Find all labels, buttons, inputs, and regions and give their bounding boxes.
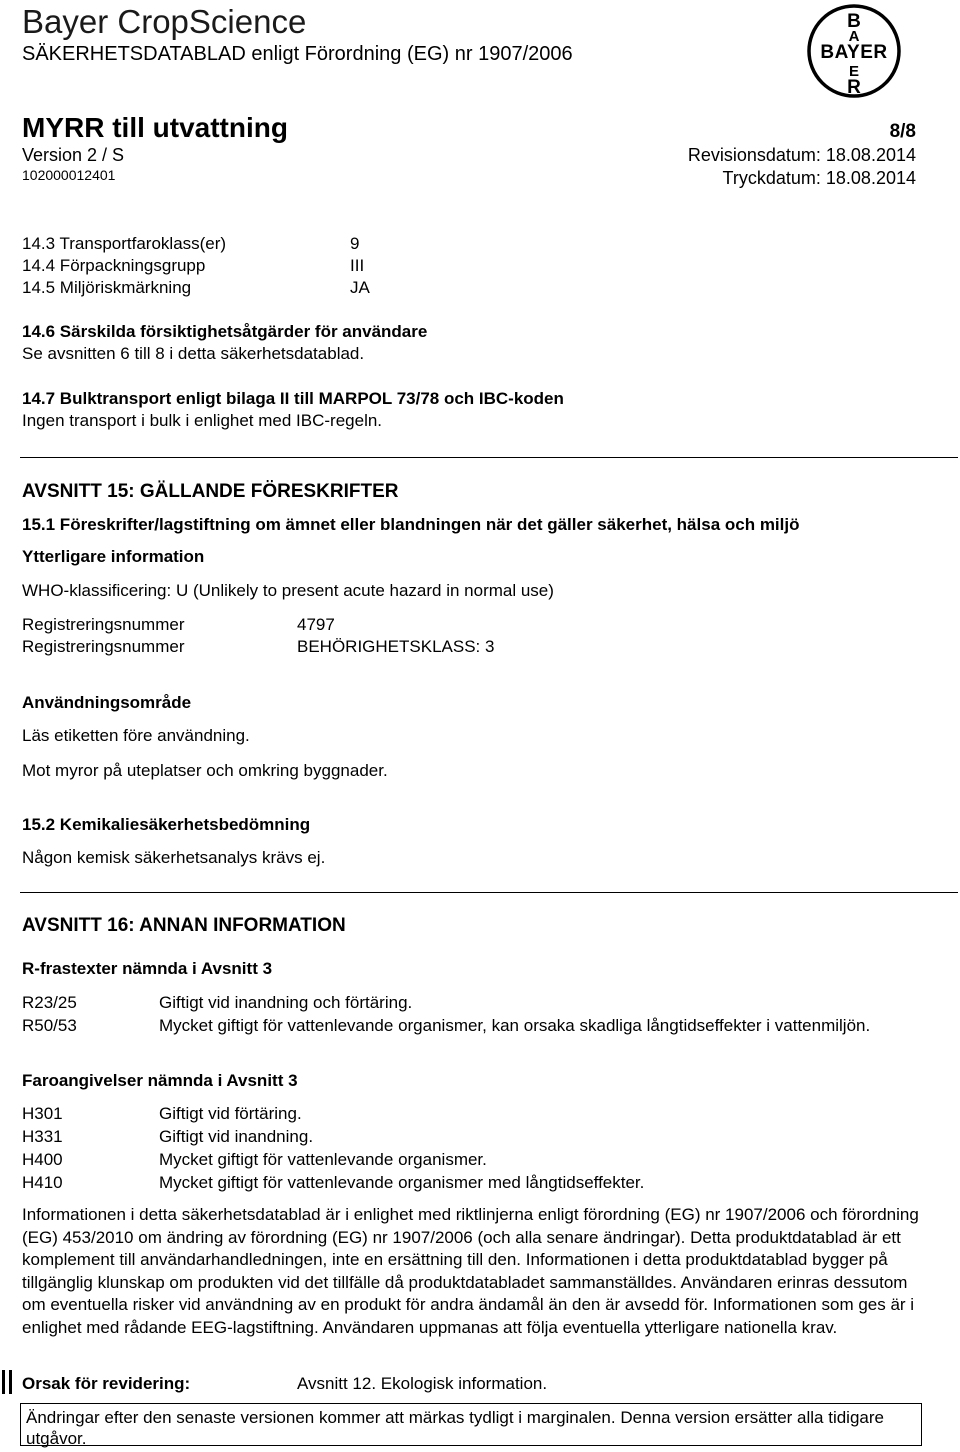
additional-info-heading: Ytterligare information: [22, 547, 205, 566]
registration-label: Registreringsnummer: [22, 615, 185, 634]
company-name: Bayer CropScience: [22, 3, 307, 40]
h-phrase-text: Mycket giftigt för vattenlevande organismer.: [159, 1150, 487, 1169]
registration-label: Registreringsnummer: [22, 637, 185, 656]
usage-line: Läs etiketten före användning.: [22, 726, 250, 745]
section-divider: [20, 892, 958, 893]
section-14-7-text: Ingen transport i bulk i enlighet med IBC-regeln.: [22, 411, 383, 430]
usage-line: Mot myror på uteplatser och omkring byggnader.: [22, 761, 388, 780]
packing-group-label: 14.4 Förpackningsgrupp: [22, 256, 206, 275]
section-14-6-text: Se avsnitten 6 till 8 i detta säkerhetsdatablad.: [22, 344, 365, 363]
registration-value: BEHÖRIGHETSKLASS: 3: [297, 637, 495, 656]
usage-heading: Användningsområde: [22, 693, 192, 712]
bayer-cross-logo: [806, 2, 902, 100]
h-phrase-code: H331: [22, 1127, 63, 1146]
r-phrase-text: Giftigt vid inandning och förtäring.: [159, 993, 413, 1012]
version-label: Version 2 / S: [22, 145, 125, 165]
r-phrase-code: R23/25: [22, 993, 77, 1012]
document-number: 102000012401: [22, 167, 116, 183]
revision-date: Revisionsdatum: 18.08.2014: [687, 145, 916, 165]
h-phrase-text: Giftigt vid inandning.: [159, 1127, 314, 1146]
logo-center-word: BAYER: [820, 42, 888, 63]
section-16-title: AVSNITT 16: ANNAN INFORMATION: [22, 915, 346, 936]
section-15-1-heading: 15.1 Föreskrifter/lagstiftning om ämnet eller blandningen när det gäller säkerhet, hälsa och miljö: [22, 515, 800, 534]
r-phrase-code: R50/53: [22, 1016, 77, 1035]
print-date: Tryckdatum: 18.08.2014: [722, 168, 916, 188]
section-14-6-heading: 14.6 Särskilda försiktighetsåtgärder för användare: [22, 322, 428, 341]
transport-class-label: 14.3 Transportfaroklass(er): [22, 234, 227, 253]
information-paragraph: Informationen i detta säkerhetsdatablad är i enlighet med riktlinjerna enligt förordning (EG) nr 1907/2006 och förordning (EG) 453/2010 om ändring av förordning (EG) nr 1907/2006 (och alla senare ändringar). Detta produktdatablad är ett komplement till användarhandledningen, inte en ersättning till den. Informationen i detta produktdatablad bygger på tillgänglig klunskap om produkten vid det tillfälle då produktdatabladet sammanställdes. Användaren erinras dessutom om eventuella risker vid användning av en produkt för andra ändamål än den är avsedd för. Informationen som ges är i enlighet med rådande EEG-lagstiftning. Användaren uppmanas att följa eventuella ytterligare nationella krav.: [22, 1205, 919, 1337]
logo-letter-a: A: [848, 28, 860, 45]
r-phrase-text: Mycket giftigt för vattenlevande organismer, kan orsaka skadliga långtidseffekter i vattenmiljön.: [159, 1016, 871, 1035]
section-14-7-heading: 14.7 Bulktransport enligt bilaga II till MARPOL 73/78 och IBC-koden: [22, 389, 564, 408]
revision-reason-label: Orsak för revidering:: [22, 1374, 191, 1393]
registration-value: 4797: [297, 615, 335, 634]
section-15-title: AVSNITT 15: GÄLLANDE FÖRESKRIFTER: [22, 481, 399, 502]
footer-note: Ändringar efter den senaste versionen kommer att märkas tydligt i marginalen. Denna version ersätter alla tidigare utgåvor.: [26, 1408, 884, 1448]
h-phrase-code: H301: [22, 1104, 63, 1123]
h-phrase-code: H400: [22, 1150, 63, 1169]
revision-marker: [9, 1370, 12, 1394]
section-15-2-heading: 15.2 Kemikaliesäkerhetsbedömning: [22, 815, 311, 834]
r-phrases-heading: R-frastexter nämnda i Avsnitt 3: [22, 959, 273, 978]
revision-marker: [2, 1370, 5, 1394]
section-divider: [20, 457, 958, 458]
h-phrase-text: Giftigt vid förtäring.: [159, 1104, 302, 1123]
logo-letter-e: E: [848, 63, 860, 80]
env-hazard-label: 14.5 Miljöriskmärkning: [22, 278, 192, 297]
h-phrase-code: H410: [22, 1173, 63, 1192]
footer-note-box: [20, 1403, 922, 1446]
env-hazard-value: JA: [350, 278, 370, 297]
section-15-2-text: Någon kemisk säkerhetsanalys krävs ej.: [22, 848, 326, 867]
h-phrase-text: Mycket giftigt för vattenlevande organismer med långtidseffekter.: [159, 1173, 645, 1192]
product-name: MYRR till utvattning: [22, 112, 288, 143]
document-title: SÄKERHETSDATABLAD enligt Förordning (EG) nr 1907/2006: [22, 43, 573, 65]
logo-letter-top: B: [847, 11, 861, 32]
who-classification: WHO-klassificering: U (Unlikely to present acute hazard in normal use): [22, 581, 554, 600]
page-number: 8/8: [889, 121, 916, 142]
transport-class-value: 9: [350, 234, 360, 253]
logo-letter-bottom: R: [847, 77, 861, 98]
h-phrases-heading: Faroangivelser nämnda i Avsnitt 3: [22, 1071, 298, 1090]
packing-group-value: III: [350, 256, 365, 275]
revision-reason-value: Avsnitt 12. Ekologisk information.: [297, 1374, 548, 1393]
